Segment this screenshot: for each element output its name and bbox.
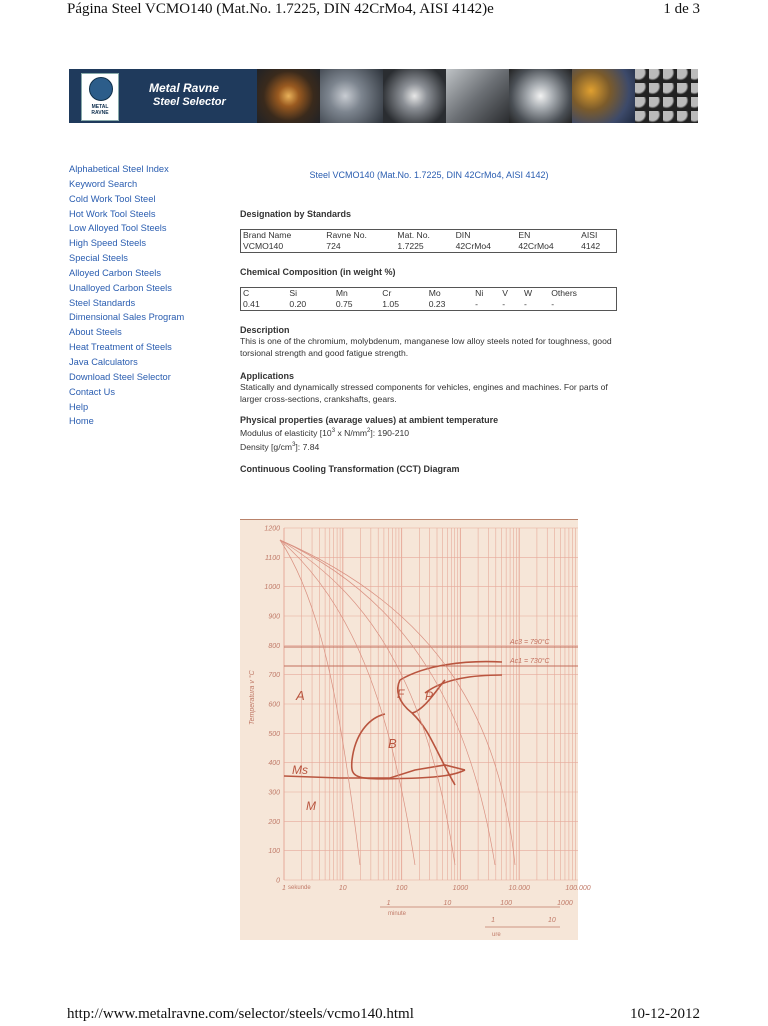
cct-grid <box>284 528 578 880</box>
cct-x-tick-seconds: 1 <box>282 885 286 892</box>
main-content <box>240 162 618 474</box>
print-footer-url: http://www.metalravne.com/selector/steels/vcmo140.html <box>67 1006 414 1022</box>
designation-header-row <box>241 230 616 241</box>
designation-value-en: 42CrMo4 <box>518 241 554 251</box>
cct-x-tick-seconds: 100.000 <box>565 885 591 892</box>
banner-photo-turbine <box>383 69 446 123</box>
nav-link-hot-work-tool-steels[interactable]: Hot Work Tool Steels <box>69 208 156 219</box>
print-footer-date: 10-12-2012 <box>630 1006 700 1022</box>
designation-header-matno: Mat. No. <box>397 230 430 240</box>
cct-ac1-label: Ac1 = 730°C <box>510 658 550 665</box>
composition-value-others: - <box>551 299 555 309</box>
cct-y-tick-label: 0 <box>276 877 280 885</box>
cct-y-tick-label: 400 <box>268 760 280 768</box>
description-text: This is one of the chromium, molybdenum, manganese low alloy steels noted for toughness, good torsional strength and good fatigue strength. <box>240 336 612 358</box>
composition-header-mn: Mn <box>335 288 348 298</box>
banner-photo-strip <box>257 69 698 123</box>
cct-ylabel: Temperatura v °C <box>249 670 256 725</box>
cct-x-tick-minutes: 1 <box>386 900 391 907</box>
composition-header-ni: Ni <box>475 288 484 298</box>
nav-link-heat-treatment-of-steels[interactable]: Heat Treatment of Steels <box>69 342 172 353</box>
print-footer <box>67 1006 700 1026</box>
banner-photo-parts <box>320 69 383 123</box>
composition-value-w: - <box>524 299 527 309</box>
cct-x-tick-hours: 1 <box>491 917 496 924</box>
print-header <box>67 1 700 21</box>
composition-value-mn: 0.75 <box>335 299 353 309</box>
nav-link-keyword-search[interactable]: Keyword Search <box>69 178 138 189</box>
nav-link-contact-us[interactable]: Contact Us <box>69 386 115 397</box>
cct-x-ticks <box>282 885 591 924</box>
composition-header-v: V <box>502 288 508 298</box>
nav-link-about-steels[interactable]: About Steels <box>69 327 122 338</box>
composition-value-row <box>241 299 616 310</box>
logo-text: METAL RAVNE <box>91 104 109 116</box>
cct-cooling-curves <box>280 540 515 865</box>
site-banner <box>69 69 698 123</box>
cct-region-martensite: M <box>306 799 316 813</box>
metal-ravne-logo[interactable] <box>81 73 119 121</box>
banner-photo-balls <box>635 69 698 123</box>
cct-x-tick-seconds: 10.000 <box>508 885 530 892</box>
composition-value-c: 0.41 <box>243 299 260 309</box>
nav-link-alloyed-carbon-steels[interactable]: Alloyed Carbon Steels <box>69 267 161 278</box>
cct-xlabel-hours: ure <box>492 932 501 938</box>
nav-link-home[interactable]: Home <box>69 416 94 427</box>
page-title: Steel VCMO140 (Mat.No. 1.7225, DIN 42CrMo4, AISI 4142) <box>309 170 549 180</box>
cct-region-pearlite: P <box>425 689 434 703</box>
nav-link-low-alloyed-tool-steels[interactable]: Low Alloyed Tool Steels <box>69 223 167 234</box>
nav-link-download-steel-selector[interactable]: Download Steel Selector <box>69 371 171 382</box>
composition-heading: Chemical Composition (in weight %) <box>240 267 396 277</box>
cct-x-tick-seconds: 100 <box>395 885 408 892</box>
designation-header-en: EN <box>518 230 531 240</box>
banner-photo-microstructure <box>572 69 635 123</box>
cct-y-tick-label: 1100 <box>264 554 280 562</box>
cct-y-tick-label: 300 <box>268 789 280 797</box>
cct-xlabel-seconds: sekunde <box>288 885 311 891</box>
cct-diagram <box>240 520 591 940</box>
cct-x-tick-minutes: 100 <box>500 900 512 907</box>
nav-link-special-steels[interactable]: Special Steels <box>69 253 128 264</box>
designation-value-row <box>241 241 616 252</box>
banner-photo-machining <box>446 69 509 123</box>
composition-value-cr: 1.05 <box>382 299 399 309</box>
sidebar-nav <box>69 162 229 429</box>
designation-table <box>240 229 617 253</box>
composition-header-cr: Cr <box>382 288 392 298</box>
cct-x-tick-minutes: 10 <box>443 900 452 907</box>
cct-region-austenite: A <box>296 688 305 703</box>
cct-xlabel-minutes: minute <box>388 911 407 917</box>
cct-region-ms: Ms <box>292 763 308 777</box>
description-heading: Description <box>240 325 290 335</box>
cct-x-tick-minutes: 1000 <box>557 900 573 907</box>
composition-value-v: - <box>502 299 506 309</box>
cct-y-tick-label: 100 <box>268 848 280 856</box>
banner-photo-bearing <box>509 69 572 123</box>
designation-header-ravne: Ravne No. <box>326 230 367 240</box>
designation-heading: Designation by Standards <box>240 209 352 219</box>
composition-table <box>240 287 617 311</box>
cct-y-tick-label: 600 <box>268 701 280 709</box>
nav-link-dimensional-sales-program[interactable]: Dimensional Sales Program <box>69 312 185 323</box>
composition-header-mo: Mo <box>428 288 441 298</box>
applications-text: Statically and dynamically stressed components for vehicles, engines and machines. For parts of larger cross-sections, crankshafts, gears. <box>240 382 608 404</box>
nav-link-unalloyed-carbon-steels[interactable]: Unalloyed Carbon Steels <box>69 282 172 293</box>
cct-heading: Continuous Cooling Transformation (CCT) Diagram <box>240 463 460 474</box>
physical-properties-heading: Physical properties (avarage values) at ambient temperature <box>240 415 499 425</box>
nav-link-cold-work-tool-steel[interactable]: Cold Work Tool Steel <box>69 193 156 204</box>
cct-ac3-label: Ac3 = 790°C <box>510 639 550 646</box>
designation-value-din: 42CrMo4 <box>455 241 491 251</box>
cct-region-bainite: B <box>388 736 397 751</box>
banner-photo-forging <box>257 69 320 123</box>
banner-subtitle: Steel Selector <box>153 96 226 108</box>
composition-header-w: W <box>524 288 533 298</box>
print-page-number: 1 de 3 <box>663 1 700 17</box>
cct-y-tick-label: 800 <box>268 642 280 650</box>
designation-value-brand: VCMO140 <box>243 241 284 251</box>
designation-value-ravne: 724 <box>326 241 341 251</box>
cct-y-tick-label: 900 <box>268 613 280 621</box>
composition-value-si: 0.20 <box>289 299 307 309</box>
composition-value-mo: 0.23 <box>428 299 446 309</box>
cct-transformation-curves <box>284 662 502 785</box>
applications-heading: Applications <box>240 371 295 381</box>
globe-icon <box>89 77 113 101</box>
cct-region-ferrite: F <box>397 687 405 701</box>
cct-y-tick-label: 200 <box>268 818 280 826</box>
cct-diagram-image <box>240 519 591 940</box>
modulus-of-elasticity: Modulus of elasticity [$10^3$ x $N/mm^2$]: 190-210 <box>240 427 410 438</box>
cct-y-tick-label: 500 <box>268 730 280 738</box>
designation-header-din: DIN <box>455 230 471 240</box>
nav-link-steel-standards[interactable]: Steel Standards <box>69 297 136 308</box>
designation-value-aisi: 4142 <box>581 241 601 251</box>
composition-header-si: Si <box>289 288 298 298</box>
cct-y-tick-label: 1000 <box>264 584 280 592</box>
cct-y-tick-label: 1200 <box>264 525 280 533</box>
designation-header-brand: Brand Name <box>243 230 292 240</box>
print-header-title: Página Steel VCMO140 (Mat.No. 1.7225, DIN 42CrMo4, AISI 4142)e <box>67 1 494 17</box>
density: Density $[g/cm^3]$: 7.84 <box>240 441 320 452</box>
banner-title: Metal Ravne <box>149 81 220 95</box>
designation-header-aisi: AISI <box>581 230 598 240</box>
cct-x-tick-hours: 10 <box>548 917 556 924</box>
cct-y-ticks <box>264 526 280 885</box>
cct-y-tick-label: 700 <box>268 672 280 680</box>
nav-link-alphabetical-steel-index[interactable]: Alphabetical Steel Index <box>69 164 169 174</box>
composition-header-others: Others <box>551 288 577 298</box>
nav-link-help[interactable]: Help <box>69 401 89 412</box>
cct-x-tick-seconds: 10 <box>338 885 347 892</box>
designation-value-matno: 1.7225 <box>397 241 424 251</box>
nav-link-high-speed-steels[interactable]: High Speed Steels <box>69 238 147 249</box>
composition-header-c: C <box>243 288 250 298</box>
composition-value-ni: - <box>475 299 478 309</box>
cct-x-tick-seconds: 1000 <box>452 885 469 892</box>
nav-link-java-calculators[interactable]: Java Calculators <box>69 356 138 367</box>
composition-header-row <box>241 288 616 299</box>
